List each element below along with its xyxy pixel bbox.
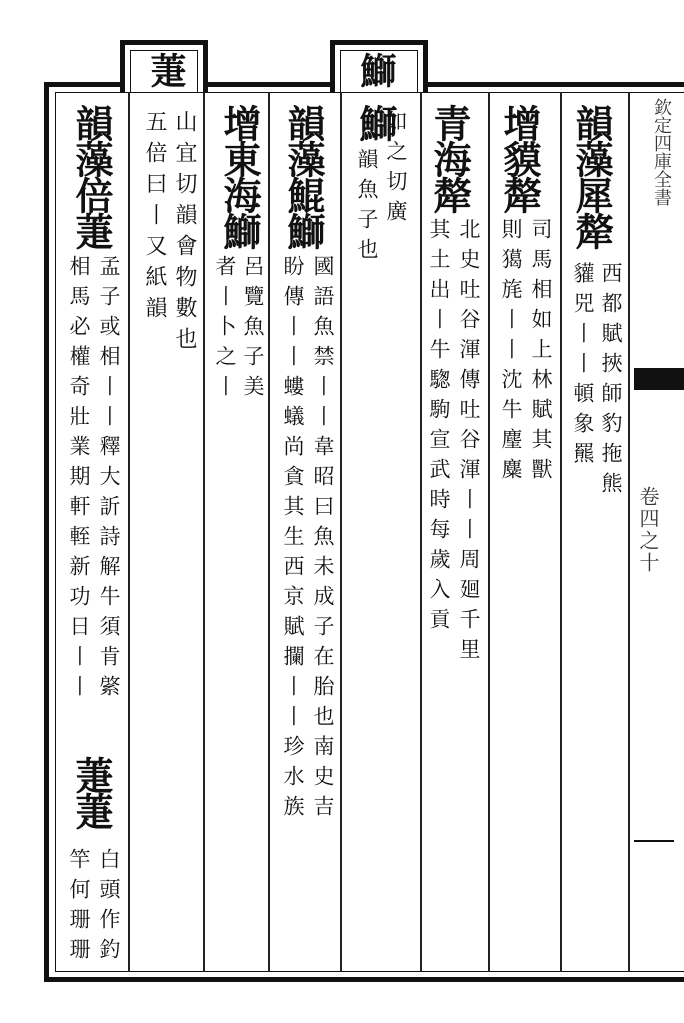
entry-note: 司馬相如上林賦其獸 (529, 218, 553, 488)
column-rule (340, 92, 342, 972)
entry-note: 貛兕丨丨頓象羆 (571, 262, 595, 472)
entry-note: 國語魚禁丨丨韋昭曰魚未成子在胎也南史吉 (311, 255, 335, 825)
entry-note: 韻魚子也 (355, 148, 379, 268)
tab-wall (330, 40, 335, 92)
volume-label: 卷四之十 (636, 486, 660, 574)
entry-heading: 增東海鰤 (217, 104, 262, 248)
entry-note: 呂覽魚子美 (241, 255, 265, 405)
margin-tick (634, 840, 674, 842)
column-rule (560, 92, 562, 972)
tab-wall (120, 40, 125, 92)
entry-note: 西都賦挾師豹拖熊 (599, 262, 623, 502)
column-rule (268, 92, 270, 972)
tab-wall (203, 40, 208, 92)
entry-note: 如之切廣 (384, 110, 408, 230)
entry-heading: 韻藻犀犛 (569, 104, 614, 248)
tab-heading-char-left: 萐 (145, 52, 187, 88)
entry-heading: 鰤 (353, 104, 398, 140)
entry-note: 者丨卜之丨 (213, 255, 237, 405)
entry-note: 孟子或相丨丨釋大訢詩解牛須肯綮 (97, 255, 121, 705)
running-title: 欽定四庫全書 (651, 98, 672, 206)
entry-heading: 萐萐 (69, 756, 114, 828)
entry-heading: 增貘犛 (497, 104, 542, 212)
entry-heading: 青海犛 (427, 104, 472, 212)
entry-note: 白頭作釣 (97, 848, 121, 968)
entry-note: 竿何珊珊 (67, 848, 91, 968)
column-rule (128, 92, 130, 972)
entry-note: 其土出丨牛騘駒宣武時每歲入貢 (427, 218, 451, 638)
entry-note: 五倍曰丨又紙韻 (142, 110, 167, 327)
tab-heading-char-right: 鰤 (355, 52, 397, 88)
entry-note: 盼傳丨丨螻蟻尚貪其生西京賦攔丨丨珍水族 (281, 255, 305, 825)
column-rule (488, 92, 490, 972)
column-rule (420, 92, 422, 972)
entry-note: 相馬必權奇壯業期軒輊新功日丨丨 (67, 255, 91, 705)
tab-wall (423, 40, 428, 92)
entry-heading: 韻藻鯤鰤 (281, 104, 326, 248)
fish-tail-mark (634, 368, 684, 390)
entry-note: 山宜切韻會物數也 (172, 110, 197, 358)
entry-note: 則獦旄丨丨沈牛麈麋 (499, 218, 523, 488)
entry-note: 北史吐谷渾傳吐谷渾丨丨周廻千里 (457, 218, 481, 668)
entry-heading: 韻藻倍萐 (69, 104, 114, 248)
column-rule (628, 92, 630, 972)
column-rule (203, 92, 205, 972)
